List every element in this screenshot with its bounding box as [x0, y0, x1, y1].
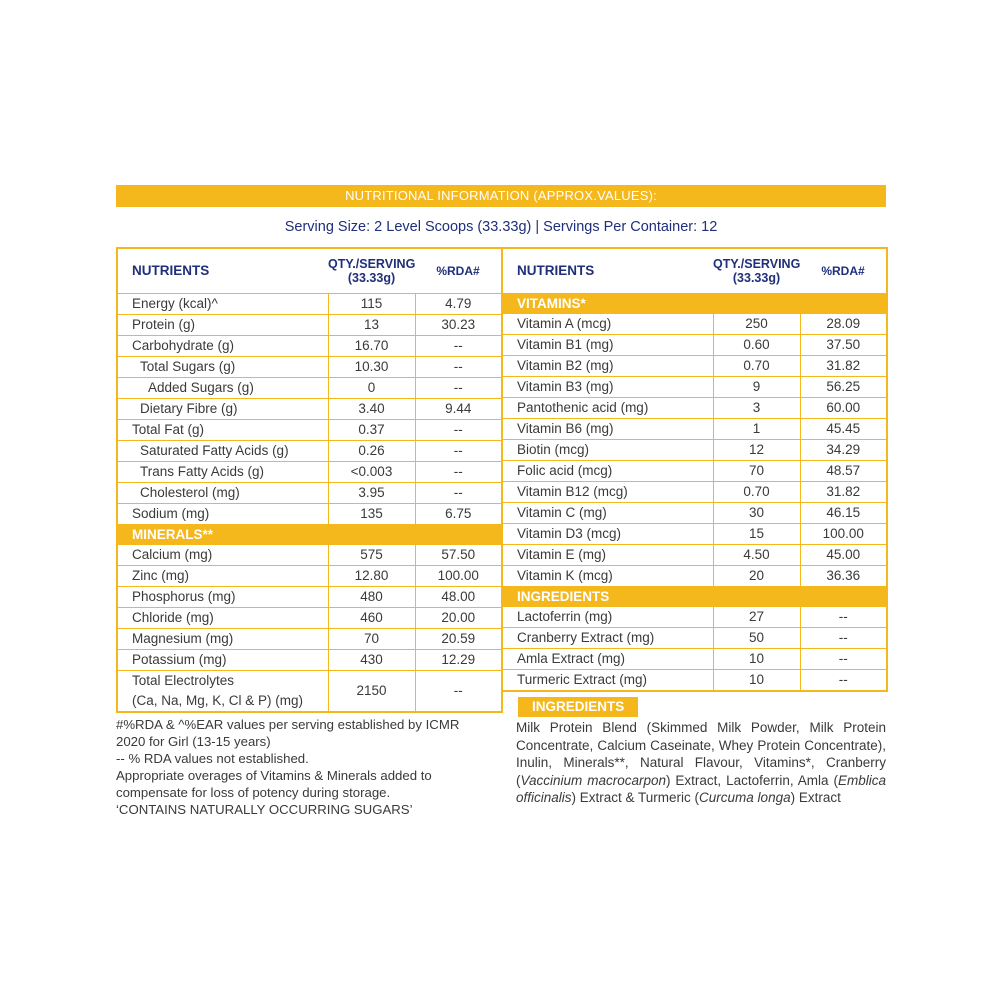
nutrient-qty: 27	[713, 607, 800, 628]
table-row	[502, 440, 887, 461]
nutrient-qty: 10	[713, 649, 800, 670]
table-row	[117, 608, 502, 629]
ingredients-label: INGREDIENTS	[518, 697, 638, 717]
table-row	[502, 566, 887, 587]
nutrient-qty: 0	[328, 378, 415, 399]
nutrient-name: Folic acid (mcg)	[502, 461, 713, 482]
nutrient-rda: --	[415, 420, 502, 441]
ingredients-part: ) Extract & Turmeric (	[571, 790, 700, 805]
nutrient-name: Vitamin B3 (mg)	[502, 377, 713, 398]
nutrient-qty: 15	[713, 524, 800, 545]
nutrient-name: Total Fat (g)	[117, 420, 328, 441]
electrolytes-name-line: (Ca, Na, Mg, K, Cl & P) (mg)	[132, 693, 304, 708]
ingredients-section-label: INGREDIENTS	[502, 587, 887, 607]
nutrients-header: NUTRIENTS	[117, 248, 328, 294]
table-row	[502, 398, 887, 419]
table-row	[117, 629, 502, 650]
nutrient-name: Amla Extract (mg)	[502, 649, 713, 670]
footnote-line: Appropriate overages of Vitamins & Minerals added to	[116, 768, 432, 783]
table-row	[117, 462, 502, 483]
nutrient-name: Total Sugars (g)	[117, 357, 328, 378]
rda-header: %RDA#	[800, 248, 887, 294]
nutrient-qty: 0.37	[328, 420, 415, 441]
nutrient-name: Chloride (mg)	[117, 608, 328, 629]
nutrient-rda: 30.23	[415, 315, 502, 336]
nutrient-name: Phosphorus (mg)	[117, 587, 328, 608]
nutrient-name: Zinc (mg)	[117, 566, 328, 587]
nutrient-rda: 12.29	[415, 650, 502, 671]
nutrient-name: Pantothenic acid (mg)	[502, 398, 713, 419]
nutrient-qty: 1	[713, 419, 800, 440]
table-row	[502, 524, 887, 545]
nutrient-name: Energy (kcal)^	[117, 294, 328, 315]
rda-header: %RDA#	[415, 248, 502, 294]
nutrients-table-left	[116, 247, 503, 713]
table-row	[117, 587, 502, 608]
nutrient-rda: 60.00	[800, 398, 887, 419]
nutrient-rda: 4.79	[415, 294, 502, 315]
nutrient-qty: 70	[328, 629, 415, 650]
nutrient-rda: 9.44	[415, 399, 502, 420]
nutrient-rda: --	[800, 628, 887, 649]
ingredients-latin-name: Emblica officinalis	[516, 772, 886, 805]
minerals-section	[117, 525, 502, 545]
nutrient-qty: 3.40	[328, 399, 415, 420]
nutrient-rda: 20.00	[415, 608, 502, 629]
nutrient-qty: 50	[713, 628, 800, 649]
nutrient-rda: --	[415, 462, 502, 483]
ingredients-part: Milk Protein Blend (Skimmed Milk Powder, Milk Protein Concentrate, Calcium Caseinate, Whey Protein Concentrate), Inulin, Minerals**, Natural Flavour, Vitamins*, Cranberry (	[516, 720, 886, 788]
nutrients-header: NUTRIENTS	[502, 248, 713, 294]
nutrient-qty: 430	[328, 650, 415, 671]
nutrient-name: Vitamin B1 (mg)	[502, 335, 713, 356]
nutrient-name: Lactoferrin (mg)	[502, 607, 713, 628]
nutrient-qty: 70	[713, 461, 800, 482]
nutrient-qty: 0.26	[328, 441, 415, 462]
qty-header-sub: (33.33g)	[732, 271, 781, 285]
nutrient-rda: --	[415, 336, 502, 357]
nutrient-rda: --	[415, 671, 502, 713]
table-row	[117, 399, 502, 420]
nutrient-qty: 3.95	[328, 483, 415, 504]
nutrient-rda: --	[415, 378, 502, 399]
nutrient-qty: 0.70	[713, 356, 800, 377]
nutrient-rda: 45.00	[800, 545, 887, 566]
table-row	[502, 377, 887, 398]
nutrient-qty: 460	[328, 608, 415, 629]
nutrient-rda: --	[800, 670, 887, 692]
nutrient-name: Potassium (mg)	[117, 650, 328, 671]
vitamins-section-label: VITAMINS*	[502, 294, 887, 314]
nutrient-rda: 100.00	[415, 566, 502, 587]
qty-header-sub: (33.33g)	[347, 271, 396, 285]
nutrient-qty: 3	[713, 398, 800, 419]
nutrient-rda: --	[415, 483, 502, 504]
table-header-row	[502, 248, 887, 294]
nutrient-name: Vitamin B2 (mg)	[502, 356, 713, 377]
nutrient-rda: 6.75	[415, 504, 502, 525]
ingredients-latin-name: Curcuma longa	[699, 790, 791, 805]
table-row	[117, 420, 502, 441]
nutrient-qty: 10	[713, 670, 800, 692]
nutrient-qty: 4.50	[713, 545, 800, 566]
table-row	[117, 483, 502, 504]
table-row	[502, 335, 887, 356]
nutrient-rda: 34.29	[800, 440, 887, 461]
nutrient-qty: 10.30	[328, 357, 415, 378]
table-header-row	[117, 248, 502, 294]
ingredients-text	[516, 719, 886, 807]
table-row	[502, 670, 887, 692]
footnotes	[116, 716, 501, 818]
nutrient-rda: 37.50	[800, 335, 887, 356]
table-row	[117, 545, 502, 566]
table-row	[502, 356, 887, 377]
table-row	[117, 504, 502, 525]
table-row	[502, 607, 887, 628]
nutrient-rda: 31.82	[800, 356, 887, 377]
footnote-line: #%RDA & ^%EAR values per serving established by ICMR	[116, 717, 460, 732]
nutrient-qty: 9	[713, 377, 800, 398]
nutrient-rda: 36.36	[800, 566, 887, 587]
ingredients-part: ) Extract, Lactoferrin, Amla (	[665, 772, 838, 788]
table-row	[117, 378, 502, 399]
vitamins-section	[502, 294, 887, 314]
nutrient-rda: --	[800, 607, 887, 628]
table-row	[502, 314, 887, 335]
nutrient-name: Vitamin B12 (mcg)	[502, 482, 713, 503]
nutrient-name: Vitamin E (mg)	[502, 545, 713, 566]
table-row	[117, 650, 502, 671]
nutrient-rda: 45.45	[800, 419, 887, 440]
nutrition-title-bar: NUTRITIONAL INFORMATION (APPROX.VALUES):	[116, 185, 886, 207]
minerals-section-label: MINERALS**	[117, 525, 502, 545]
footnote-line: ‘CONTAINS NATURALLY OCCURRING SUGARS’	[116, 802, 413, 817]
ingredients-part: ) Extract	[790, 790, 841, 805]
nutrient-name: Turmeric Extract (mg)	[502, 670, 713, 692]
serving-info: Serving Size: 2 Level Scoops (33.33g) | Servings Per Container: 12	[284, 219, 718, 235]
footnote-line: 2020 for Girl (13-15 years)	[116, 734, 271, 749]
qty-header-label: QTY./SERVING	[328, 257, 416, 271]
nutrient-rda: 46.15	[800, 503, 887, 524]
nutrient-rda: --	[800, 649, 887, 670]
table-row	[502, 649, 887, 670]
nutrient-name: Cholesterol (mg)	[117, 483, 328, 504]
table-row	[502, 503, 887, 524]
table-row	[502, 461, 887, 482]
nutrient-rda: --	[415, 441, 502, 462]
table-row	[502, 419, 887, 440]
nutrient-name: Vitamin D3 (mcg)	[502, 524, 713, 545]
table-row	[117, 441, 502, 462]
table-row	[117, 357, 502, 378]
nutrient-qty: 12.80	[328, 566, 415, 587]
footnote-line: compensate for loss of potency during storage.	[116, 785, 391, 800]
nutrient-name: Vitamin A (mcg)	[502, 314, 713, 335]
nutrient-name: Saturated Fatty Acids (g)	[117, 441, 328, 462]
nutrient-name: Trans Fatty Acids (g)	[117, 462, 328, 483]
nutrient-name: Cranberry Extract (mg)	[502, 628, 713, 649]
nutrients-table-right	[501, 247, 888, 692]
table-row	[117, 294, 502, 315]
qty-header	[713, 248, 800, 294]
ingredients-section	[502, 587, 887, 607]
nutrient-rda: 48.00	[415, 587, 502, 608]
nutrient-name: Protein (g)	[117, 315, 328, 336]
nutrient-rda: 48.57	[800, 461, 887, 482]
nutrient-qty: 0.60	[713, 335, 800, 356]
nutrient-qty: 13	[328, 315, 415, 336]
nutrient-rda: 57.50	[415, 545, 502, 566]
electrolytes-name-line: Total Electrolytes	[132, 673, 235, 688]
nutrient-qty: 115	[328, 294, 415, 315]
qty-header	[328, 248, 415, 294]
nutrient-name: Vitamin B6 (mg)	[502, 419, 713, 440]
qty-header-label: QTY./SERVING	[713, 257, 801, 271]
nutrient-qty: 0.70	[713, 482, 800, 503]
nutrient-name: Dietary Fibre (g)	[117, 399, 328, 420]
nutrient-qty: 250	[713, 314, 800, 335]
nutrient-rda: 20.59	[415, 629, 502, 650]
nutrient-rda: 100.00	[800, 524, 887, 545]
nutrient-rda: 56.25	[800, 377, 887, 398]
table-row	[502, 628, 887, 649]
nutrient-name: Magnesium (mg)	[117, 629, 328, 650]
nutrient-qty: <0.003	[328, 462, 415, 483]
nutrient-qty: 12	[713, 440, 800, 461]
nutrient-rda: --	[415, 357, 502, 378]
ingredients-latin-name: Vaccinium macrocarpon	[520, 772, 666, 788]
table-row	[117, 315, 502, 336]
nutrient-name: Calcium (mg)	[117, 545, 328, 566]
nutrient-name: Biotin (mcg)	[502, 440, 713, 461]
nutrient-qty: 575	[328, 545, 415, 566]
nutrient-name: Vitamin C (mg)	[502, 503, 713, 524]
nutrient-rda: 28.09	[800, 314, 887, 335]
nutrient-qty: 20	[713, 566, 800, 587]
table-row	[502, 482, 887, 503]
table-row	[117, 336, 502, 357]
nutrient-qty: 480	[328, 587, 415, 608]
table-row	[117, 566, 502, 587]
table-row	[502, 545, 887, 566]
nutrient-qty: 30	[713, 503, 800, 524]
nutrient-name	[117, 671, 328, 713]
nutrient-name: Sodium (mg)	[117, 504, 328, 525]
footnote-line: -- % RDA values not established.	[116, 751, 309, 766]
nutrient-name: Carbohydrate (g)	[117, 336, 328, 357]
nutrient-name: Vitamin K (mcg)	[502, 566, 713, 587]
nutrient-qty: 2150	[328, 671, 415, 713]
nutrient-qty: 16.70	[328, 336, 415, 357]
nutrient-qty: 135	[328, 504, 415, 525]
nutrient-rda: 31.82	[800, 482, 887, 503]
table-row	[117, 671, 502, 713]
nutrient-name: Added Sugars (g)	[117, 378, 328, 399]
